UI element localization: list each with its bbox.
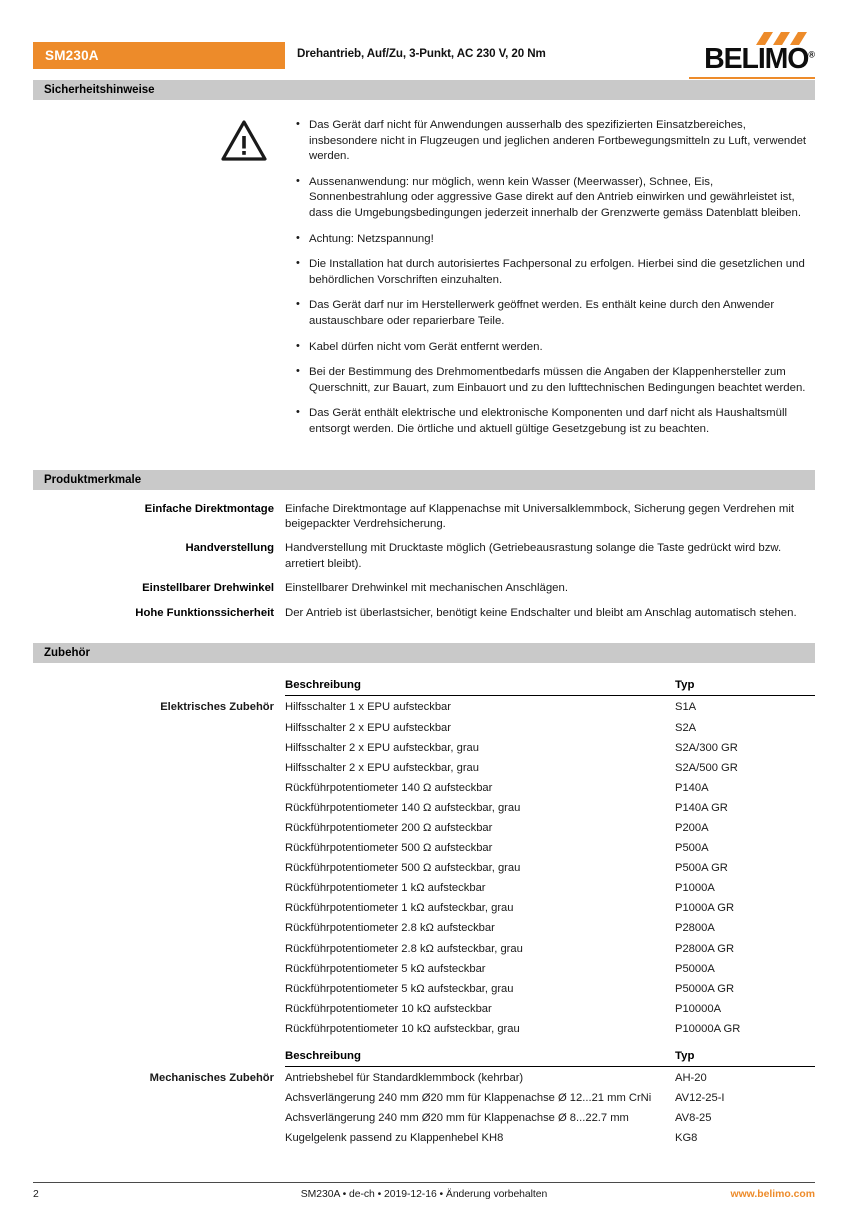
table-header-row bbox=[33, 679, 815, 696]
table-row bbox=[33, 959, 815, 979]
accessory-description: Hilfsschalter 1 x EPU aufsteckbar bbox=[285, 701, 452, 714]
page-footer bbox=[33, 1182, 815, 1200]
section-header-features bbox=[33, 470, 815, 490]
accessory-type: S2A bbox=[675, 721, 697, 734]
table-cell-spacer bbox=[33, 859, 285, 879]
safety-item: • Aussenanwendung: nur möglich, wenn kein Wasser (Meerwasser), Schnee, Eis, Sonnenbestrahlung oder aggressive Gase direkt auf den Antrieb einwirken und gewährleistet ist, dass die Umgebungsbedingungen jederzeit innerhalb der Grenzwerte gemäss Datenblatt bleiben. bbox=[295, 175, 815, 222]
table-row bbox=[33, 879, 815, 899]
table-row bbox=[33, 919, 815, 939]
table-row bbox=[33, 839, 815, 859]
accessory-description: Hilfsschalter 2 x EPU aufsteckbar bbox=[285, 721, 452, 734]
column-header-description: Beschreibung bbox=[285, 679, 675, 696]
safety-notice-list bbox=[295, 118, 815, 448]
table-row bbox=[33, 758, 815, 778]
accessory-type: S2A/300 GR bbox=[675, 741, 738, 754]
table-row bbox=[33, 798, 815, 818]
table-cell-spacer bbox=[33, 939, 285, 959]
accessory-description: Rückführpotentiometer 500 Ω aufsteckbar bbox=[285, 842, 493, 855]
accessory-type: P2800A GR bbox=[675, 942, 735, 955]
feature-row bbox=[33, 541, 815, 572]
feature-text: Der Antrieb ist überlastsicher, benötigt keine Endschalter und bleibt am Anschlag automatisch stehen. bbox=[285, 606, 797, 619]
safety-section-body bbox=[33, 100, 815, 448]
table-header-spacer bbox=[33, 679, 285, 696]
page-title: Drehantrieb, Auf/Zu, 3-Punkt, AC 230 V, 20 Nm bbox=[297, 47, 546, 60]
table-cell-spacer bbox=[33, 979, 285, 999]
table-row bbox=[33, 899, 815, 919]
column-header-type: Typ bbox=[675, 1040, 815, 1067]
accessory-description: Rückführpotentiometer 5 kΩ aufsteckbar, grau bbox=[285, 982, 514, 995]
accessory-description: Achsverlängerung 240 mm Ø20 mm für Klappenachse Ø 8...22.7 mm bbox=[285, 1112, 629, 1125]
model-name: SM230A bbox=[45, 48, 99, 63]
document-header bbox=[33, 28, 815, 80]
safety-item: • Bei der Bestimmung des Drehmomentbedarfs müssen die Angaben der Klappenhersteller zum Querschnitt, zur Bauart, zum Einbauort und zu den lufttechnischen Bedingungen beachtet werden. bbox=[295, 365, 815, 396]
accessory-description: Rückführpotentiometer 500 Ω aufsteckbar, grau bbox=[285, 862, 521, 875]
section-header-accessories bbox=[33, 643, 815, 663]
belimo-website-link[interactable]: www.belimo.com bbox=[730, 1189, 815, 1200]
accessory-type: KG8 bbox=[675, 1132, 698, 1145]
accessory-description: Rückführpotentiometer 5 kΩ aufsteckbar bbox=[285, 962, 486, 975]
warning-icon-column bbox=[33, 118, 295, 448]
table-cell-spacer bbox=[33, 1109, 285, 1129]
safety-item: • Das Gerät darf nur im Herstellerwerk geöffnet werden. Es enthält keine durch den Anwender austauschbare oder reparierbare Teile. bbox=[295, 298, 815, 329]
table-row bbox=[33, 778, 815, 798]
feature-text: Einfache Direktmontage auf Klappenachse mit Universalklemmbock, Sicherung gegen Verdrehen mit beigepackter Verdrehsicherung. bbox=[285, 502, 795, 530]
accessory-type: P500A bbox=[675, 842, 709, 855]
model-badge bbox=[33, 42, 285, 69]
datasheet-page bbox=[0, 28, 848, 1228]
feature-row bbox=[33, 606, 815, 621]
table-cell-spacer bbox=[33, 1019, 285, 1039]
table-cell-spacer bbox=[33, 738, 285, 758]
table-row bbox=[33, 1129, 815, 1149]
section-title-features: Produktmerkmale bbox=[44, 473, 142, 486]
table-row bbox=[33, 859, 815, 879]
table-cell-spacer bbox=[33, 959, 285, 979]
table-cell-spacer bbox=[33, 778, 285, 798]
accessory-group-label: Elektrisches Zubehör bbox=[160, 700, 274, 713]
table-cell-spacer bbox=[33, 919, 285, 939]
accessory-type: P140A bbox=[675, 781, 709, 794]
table-row bbox=[33, 1109, 815, 1129]
accessory-description: Rückführpotentiometer 1 kΩ aufsteckbar bbox=[285, 882, 486, 895]
logo-wordmark bbox=[704, 45, 815, 74]
accessory-description: Rückführpotentiometer 200 Ω aufsteckbar bbox=[285, 822, 493, 834]
section-title-accessories: Zubehör bbox=[44, 646, 90, 659]
column-header-type: Typ bbox=[675, 679, 815, 696]
table-header-row bbox=[33, 1040, 815, 1067]
safety-item: • Die Installation hat durch autorisiertes Fachpersonal zu erfolgen. Hierbei sind die gesetzlichen und behördlichen Vorschriften einzuhalten. bbox=[295, 257, 815, 288]
table-row bbox=[33, 718, 815, 738]
table-cell-spacer bbox=[33, 798, 285, 818]
accessory-description: Rückführpotentiometer 140 Ω aufsteckbar, grau bbox=[285, 801, 521, 814]
accessory-description: Hilfsschalter 2 x EPU aufsteckbar, grau bbox=[285, 761, 479, 774]
accessory-type: P500A GR bbox=[675, 862, 728, 875]
page-number: 2 bbox=[33, 1189, 39, 1200]
accessory-type: AH-20 bbox=[675, 1072, 707, 1085]
table-cell-spacer bbox=[33, 1089, 285, 1109]
accessories-section-body bbox=[33, 663, 815, 1149]
accessory-type: S2A/500 GR bbox=[675, 761, 738, 774]
accessories-table bbox=[33, 679, 815, 1149]
table-row bbox=[33, 1089, 815, 1109]
table-cell-spacer bbox=[33, 839, 285, 859]
table-row bbox=[33, 939, 815, 959]
table-cell-spacer bbox=[33, 718, 285, 738]
logo-text: BELIMO bbox=[704, 43, 809, 75]
features-section-body bbox=[33, 490, 815, 621]
accessory-description: Kugelgelenk passend zu Klappenhebel KH8 bbox=[285, 1132, 504, 1145]
accessory-type: P5000A GR bbox=[675, 982, 735, 995]
belimo-logo bbox=[687, 32, 815, 80]
column-header-description: Beschreibung bbox=[285, 1040, 675, 1067]
accessory-type: AV8-25 bbox=[675, 1112, 712, 1125]
accessory-description: Hilfsschalter 2 x EPU aufsteckbar, grau bbox=[285, 741, 479, 754]
safety-item: • Das Gerät darf nicht für Anwendungen ausserhalb des spezifizierten Einsatzbereiches, insbesondere nicht in Flugzeugen und jeglichen anderen Fortbewegungsmitteln zu Luft, verwendet werden. bbox=[295, 118, 815, 165]
accessory-description: Achsverlängerung 240 mm Ø20 mm für Klappenachse Ø 12...21 mm CrNi bbox=[285, 1092, 652, 1105]
feature-text: Einstellbarer Drehwinkel mit mechanischen Anschlägen. bbox=[285, 582, 569, 595]
accessory-type: P1000A GR bbox=[675, 902, 735, 915]
table-cell-spacer bbox=[33, 758, 285, 778]
section-title-safety: Sicherheitshinweise bbox=[44, 84, 155, 96]
section-header-safety bbox=[33, 80, 815, 100]
table-row bbox=[33, 1066, 815, 1089]
accessory-description: Rückführpotentiometer 140 Ω aufsteckbar bbox=[285, 781, 493, 794]
safety-item: • Achtung: Netzspannung! bbox=[295, 232, 815, 248]
table-row bbox=[33, 819, 815, 839]
warning-triangle-icon bbox=[221, 120, 267, 161]
table-row bbox=[33, 738, 815, 758]
accessory-type: P5000A bbox=[675, 962, 715, 975]
feature-label: Einstellbarer Drehwinkel bbox=[142, 582, 274, 595]
table-row bbox=[33, 1019, 815, 1039]
accessory-type: P2800A bbox=[675, 922, 715, 935]
table-cell-spacer bbox=[33, 1129, 285, 1149]
logo-underline bbox=[689, 77, 815, 79]
accessory-type: AV12-25-I bbox=[675, 1092, 725, 1105]
accessory-type: P200A bbox=[675, 822, 709, 834]
table-row bbox=[33, 979, 815, 999]
feature-row bbox=[33, 502, 815, 533]
accessory-type: S1A bbox=[675, 701, 697, 714]
table-cell-spacer bbox=[33, 899, 285, 919]
table-row bbox=[33, 695, 815, 718]
table-cell-spacer bbox=[33, 999, 285, 1019]
registered-mark-icon: ® bbox=[808, 49, 815, 60]
accessory-description: Rückführpotentiometer 10 kΩ aufsteckbar bbox=[285, 1002, 492, 1015]
accessory-group-label: Mechanisches Zubehör bbox=[149, 1071, 274, 1084]
accessory-description: Rückführpotentiometer 1 kΩ aufsteckbar, grau bbox=[285, 902, 514, 915]
accessory-description: Rückführpotentiometer 2.8 kΩ aufsteckbar bbox=[285, 922, 495, 935]
feature-text: Handverstellung mit Drucktaste möglich (Getriebeausrastung solange die Taste gedrückt wird bzw. arretiert bleibt). bbox=[285, 542, 782, 570]
table-header-spacer bbox=[33, 1040, 285, 1067]
accessory-type: P10000A GR bbox=[675, 1022, 741, 1035]
feature-label: Einfache Direktmontage bbox=[144, 502, 274, 515]
safety-item: • Das Gerät enthält elektrische und elektronische Komponenten und darf nicht als Haushaltsmüll entsorgt werden. Die örtliche und aktuell gültige Gesetzgebung ist zu beachten. bbox=[295, 406, 815, 437]
safety-item: • Kabel dürfen nicht vom Gerät entfernt werden. bbox=[295, 340, 815, 356]
table-cell-spacer bbox=[33, 879, 285, 899]
accessory-description: Rückführpotentiometer 10 kΩ aufsteckbar, grau bbox=[285, 1022, 520, 1035]
footer-meta: SM230A • de-ch • 2019-12-16 • Änderung vorbehalten bbox=[300, 1189, 548, 1200]
accessory-type: P140A GR bbox=[675, 801, 728, 814]
accessory-type: P10000A bbox=[675, 1002, 722, 1015]
accessory-type: P1000A bbox=[675, 882, 715, 895]
table-cell-spacer bbox=[33, 819, 285, 839]
feature-row bbox=[33, 581, 815, 596]
feature-label: Hohe Funktionssicherheit bbox=[135, 606, 274, 619]
accessory-description: Antriebshebel für Standardklemmbock (kehrbar) bbox=[285, 1072, 524, 1085]
table-row bbox=[33, 999, 815, 1019]
feature-label: Handverstellung bbox=[185, 542, 274, 555]
accessory-description: Rückführpotentiometer 2.8 kΩ aufsteckbar, grau bbox=[285, 942, 523, 955]
